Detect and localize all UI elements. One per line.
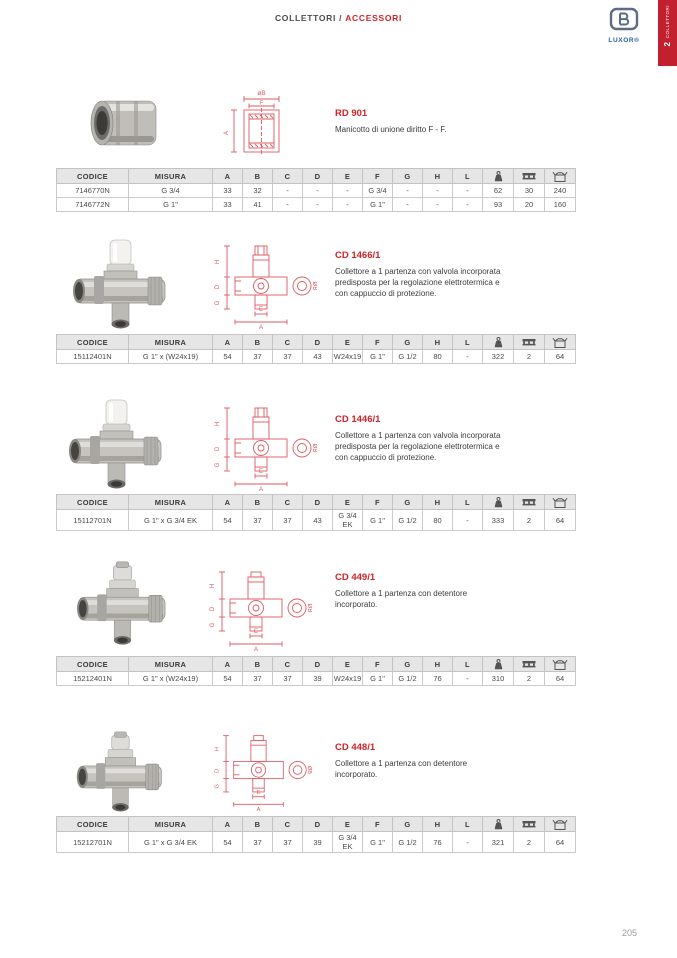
spec-table bbox=[56, 494, 576, 531]
column-header: H bbox=[423, 169, 453, 184]
column-header-pack bbox=[514, 657, 545, 672]
column-header: B bbox=[243, 657, 273, 672]
table-cell: - bbox=[453, 672, 483, 686]
table-header-row bbox=[57, 657, 576, 672]
dim-label: E bbox=[256, 789, 261, 796]
dim-label: E bbox=[258, 469, 264, 475]
pack-quantity-icon bbox=[522, 171, 536, 181]
weight-grams-icon bbox=[494, 171, 503, 182]
column-header: A bbox=[213, 169, 243, 184]
table-row bbox=[57, 672, 576, 686]
table-row bbox=[57, 510, 576, 531]
table-cell: G 1" x (W24x19) bbox=[129, 672, 213, 686]
table-cell: G 1/2 bbox=[393, 672, 423, 686]
technical-drawing bbox=[205, 404, 317, 497]
table-cell: 15212401N bbox=[57, 672, 129, 686]
dim-label: G bbox=[210, 622, 216, 628]
valve-photo-illustration bbox=[70, 238, 170, 330]
dim-label: D bbox=[210, 606, 216, 612]
technical-drawing bbox=[205, 242, 317, 335]
product-photo bbox=[70, 238, 170, 335]
column-header: E bbox=[333, 657, 363, 672]
table-cell: G 1" x (W24x19) bbox=[129, 350, 213, 364]
product-section-cd449 bbox=[0, 556, 677, 686]
column-header: D bbox=[303, 817, 333, 832]
table-cell: - bbox=[333, 198, 363, 212]
table-cell: 2 bbox=[514, 832, 545, 853]
column-header: B bbox=[243, 817, 273, 832]
column-header-pack bbox=[514, 169, 545, 184]
table-cell: 80 bbox=[423, 350, 453, 364]
table-cell: 37 bbox=[273, 510, 303, 531]
column-header: D bbox=[303, 335, 333, 350]
spec-table bbox=[56, 656, 576, 686]
column-header: H bbox=[423, 495, 453, 510]
column-header: H bbox=[423, 657, 453, 672]
table-cell: 43 bbox=[303, 350, 333, 364]
column-header: MISURA bbox=[129, 657, 213, 672]
pack-quantity-icon bbox=[522, 819, 536, 829]
table-cell: - bbox=[303, 198, 333, 212]
dim-label: D bbox=[215, 446, 221, 452]
table-cell: - bbox=[393, 198, 423, 212]
table-cell: 39 bbox=[303, 672, 333, 686]
table-cell: G 3/4 EK bbox=[333, 832, 363, 853]
product-section-cd1466 bbox=[0, 238, 677, 364]
table-cell: 37 bbox=[243, 832, 273, 853]
column-header: H bbox=[423, 817, 453, 832]
product-description: Collettore a 1 partenza con valvola incorporata predisposta per la regolazione elettrotermica e con cappuccio di protezione. bbox=[335, 267, 501, 299]
technical-drawing bbox=[200, 88, 315, 165]
table-header-row bbox=[57, 817, 576, 832]
technical-drawing bbox=[200, 564, 312, 657]
chapter-tab-label: COLLETTORI bbox=[665, 5, 670, 39]
column-header: D bbox=[303, 657, 333, 672]
dim-label: H bbox=[215, 421, 221, 427]
column-header: E bbox=[333, 169, 363, 184]
column-header: G bbox=[393, 817, 423, 832]
column-header: A bbox=[213, 657, 243, 672]
column-header: F bbox=[363, 169, 393, 184]
table-cell: G 1" bbox=[363, 198, 393, 212]
spec-table bbox=[56, 334, 576, 364]
table-cell: G 1/2 bbox=[393, 832, 423, 853]
page-number: 205 bbox=[621, 928, 637, 938]
table-cell: 37 bbox=[243, 510, 273, 531]
table-cell: 37 bbox=[243, 672, 273, 686]
table-cell: 76 bbox=[423, 672, 453, 686]
dim-label: D bbox=[214, 768, 221, 774]
table-cell: W24x19 bbox=[333, 350, 363, 364]
breadcrumb-section: COLLETTORI / bbox=[274, 13, 343, 23]
table-cell: G 3/4 bbox=[363, 184, 393, 198]
column-header: C bbox=[273, 495, 303, 510]
spec-table bbox=[56, 816, 576, 853]
product-section-cd1446 bbox=[0, 396, 677, 531]
product-section-rd901 bbox=[0, 88, 677, 212]
column-header: MISURA bbox=[129, 817, 213, 832]
column-header: CODICE bbox=[57, 169, 129, 184]
dim-label: ØB bbox=[311, 281, 317, 291]
table-cell: 33 bbox=[213, 184, 243, 198]
weight-grams-icon bbox=[494, 337, 503, 348]
cd-drawing-illustration bbox=[205, 404, 317, 492]
column-header: CODICE bbox=[57, 657, 129, 672]
table-cell: G 3/4 EK bbox=[333, 510, 363, 531]
table-cell: G 3/4 bbox=[129, 184, 213, 198]
product-description: Manicotto di unione diritto F - F. bbox=[335, 125, 447, 134]
pack-quantity-icon bbox=[522, 337, 536, 347]
table-cell: 93 bbox=[483, 198, 514, 212]
table-cell: 310 bbox=[483, 672, 514, 686]
cd-drawing-illustration bbox=[205, 242, 317, 330]
dim-label: H bbox=[215, 259, 221, 265]
column-header: D bbox=[303, 495, 333, 510]
cd-drawing-illustration bbox=[200, 564, 312, 652]
column-header: B bbox=[243, 335, 273, 350]
column-header: G bbox=[393, 335, 423, 350]
table-cell: - bbox=[453, 198, 483, 212]
column-header: MISURA bbox=[129, 335, 213, 350]
weight-grams-icon bbox=[494, 497, 503, 508]
product-title: CD 1466/1 bbox=[335, 250, 381, 261]
column-header-weight bbox=[483, 657, 514, 672]
table-cell: W24x19 bbox=[333, 672, 363, 686]
valve-photo-illustration bbox=[74, 728, 166, 813]
column-header: C bbox=[273, 335, 303, 350]
pack-quantity-icon bbox=[522, 659, 536, 669]
table-cell: 33 bbox=[213, 198, 243, 212]
product-photo bbox=[86, 94, 164, 157]
table-cell: 37 bbox=[273, 350, 303, 364]
box-quantity-icon bbox=[552, 497, 568, 508]
column-header: F bbox=[363, 657, 393, 672]
product-title: CD 448/1 bbox=[335, 742, 376, 753]
weight-grams-icon bbox=[494, 659, 503, 670]
luxor-logo bbox=[605, 7, 643, 44]
table-cell: 37 bbox=[273, 832, 303, 853]
dim-label: H bbox=[214, 746, 221, 752]
column-header-box bbox=[545, 169, 576, 184]
column-header: CODICE bbox=[57, 817, 129, 832]
column-header: G bbox=[393, 169, 423, 184]
product-photo bbox=[74, 558, 170, 651]
product-section-cd448 bbox=[0, 728, 677, 853]
table-cell: - bbox=[453, 184, 483, 198]
table-cell: G 1" bbox=[363, 510, 393, 531]
dim-label: G bbox=[214, 784, 221, 789]
table-cell: 54 bbox=[213, 832, 243, 853]
table-cell: 7146772N bbox=[57, 198, 129, 212]
rd901-drawing-illustration bbox=[200, 88, 315, 160]
dim-label: D bbox=[215, 284, 221, 290]
cd-drawing-illustration bbox=[205, 728, 312, 812]
product-title: RD 901 bbox=[335, 108, 368, 119]
table-cell: - bbox=[453, 510, 483, 531]
column-header: B bbox=[243, 495, 273, 510]
column-header: MISURA bbox=[129, 169, 213, 184]
table-cell: 54 bbox=[213, 672, 243, 686]
table-cell: - bbox=[423, 184, 453, 198]
column-header: L bbox=[453, 817, 483, 832]
table-cell: 37 bbox=[243, 350, 273, 364]
luxor-logo-mark-icon bbox=[609, 7, 639, 31]
table-cell: G 1" bbox=[363, 672, 393, 686]
column-header: CODICE bbox=[57, 495, 129, 510]
dim-label: ØB bbox=[306, 765, 312, 775]
table-cell: - bbox=[453, 350, 483, 364]
table-cell: 64 bbox=[545, 672, 576, 686]
box-quantity-icon bbox=[552, 819, 568, 830]
breadcrumb bbox=[0, 13, 677, 23]
column-header: D bbox=[303, 169, 333, 184]
table-cell: 30 bbox=[514, 184, 545, 198]
table-cell: 333 bbox=[483, 510, 514, 531]
column-header: G bbox=[393, 657, 423, 672]
column-header: A bbox=[213, 817, 243, 832]
table-header-row bbox=[57, 335, 576, 350]
table-cell: 321 bbox=[483, 832, 514, 853]
table-cell: 64 bbox=[545, 510, 576, 531]
column-header: H bbox=[423, 335, 453, 350]
dim-label: E bbox=[258, 307, 264, 313]
column-header-weight bbox=[483, 335, 514, 350]
dim-label: A bbox=[258, 487, 264, 492]
column-header-pack bbox=[514, 335, 545, 350]
table-cell: 43 bbox=[303, 510, 333, 531]
column-header: C bbox=[273, 657, 303, 672]
column-header-box bbox=[545, 335, 576, 350]
column-header: A bbox=[213, 335, 243, 350]
table-cell: G 1" x G 3/4 EK bbox=[129, 832, 213, 853]
dim-label: ØB bbox=[311, 443, 317, 453]
table-cell: 2 bbox=[514, 350, 545, 364]
dim-label: G bbox=[215, 462, 221, 468]
table-cell: - bbox=[273, 184, 303, 198]
table-cell: 240 bbox=[545, 184, 576, 198]
table-cell: 2 bbox=[514, 672, 545, 686]
column-header-weight bbox=[483, 817, 514, 832]
table-cell: - bbox=[273, 198, 303, 212]
dim-label: A bbox=[223, 130, 230, 136]
table-cell: 15112401N bbox=[57, 350, 129, 364]
table-cell: 15212701N bbox=[57, 832, 129, 853]
table-cell: 76 bbox=[423, 832, 453, 853]
product-description: Collettore a 1 partenza con valvola incorporata predisposta per la regolazione elettrotermica e con cappuccio di protezione. bbox=[335, 431, 501, 463]
column-header-box bbox=[545, 495, 576, 510]
dim-label: A bbox=[253, 647, 259, 652]
column-header: L bbox=[453, 169, 483, 184]
chapter-tab-number: 2 bbox=[663, 42, 672, 47]
fitting-photo-illustration bbox=[86, 94, 164, 152]
column-header: F bbox=[363, 335, 393, 350]
table-cell: G 1" x G 3/4 EK bbox=[129, 510, 213, 531]
table-cell: 2 bbox=[514, 510, 545, 531]
table-cell: G 1/2 bbox=[393, 350, 423, 364]
table-cell: 7146770N bbox=[57, 184, 129, 198]
column-header: L bbox=[453, 495, 483, 510]
table-cell: - bbox=[423, 198, 453, 212]
column-header-pack bbox=[514, 817, 545, 832]
weight-grams-icon bbox=[494, 819, 503, 830]
product-title: CD 449/1 bbox=[335, 572, 376, 583]
column-header: F bbox=[363, 495, 393, 510]
table-cell: - bbox=[393, 184, 423, 198]
column-header: A bbox=[213, 495, 243, 510]
dim-label: A bbox=[258, 325, 264, 330]
pack-quantity-icon bbox=[522, 497, 536, 507]
table-cell: - bbox=[333, 184, 363, 198]
table-cell: 62 bbox=[483, 184, 514, 198]
table-cell: 32 bbox=[243, 184, 273, 198]
table-row bbox=[57, 350, 576, 364]
table-cell: G 1" bbox=[363, 350, 393, 364]
box-quantity-icon bbox=[552, 659, 568, 670]
table-cell: 160 bbox=[545, 198, 576, 212]
dim-label: A bbox=[256, 807, 261, 812]
product-title: CD 1446/1 bbox=[335, 414, 381, 425]
luxor-logo-text: LUXOR® bbox=[608, 37, 640, 44]
column-header-box bbox=[545, 817, 576, 832]
breadcrumb-subsection: ACCESSORI bbox=[345, 13, 403, 23]
table-cell: 322 bbox=[483, 350, 514, 364]
table-cell: G 1" bbox=[363, 832, 393, 853]
column-header: C bbox=[273, 817, 303, 832]
table-row bbox=[57, 832, 576, 853]
dim-label: E bbox=[253, 629, 259, 635]
chapter-tab bbox=[658, 0, 677, 66]
table-cell: G 1" bbox=[129, 198, 213, 212]
dim-label: øB bbox=[257, 90, 266, 97]
column-header: L bbox=[453, 335, 483, 350]
box-quantity-icon bbox=[552, 171, 568, 182]
table-cell: - bbox=[453, 832, 483, 853]
product-photo bbox=[66, 398, 166, 495]
column-header: G bbox=[393, 495, 423, 510]
table-header-row bbox=[57, 169, 576, 184]
column-header: B bbox=[243, 169, 273, 184]
spec-table bbox=[56, 168, 576, 212]
table-cell: 15112701N bbox=[57, 510, 129, 531]
column-header: E bbox=[333, 495, 363, 510]
table-cell: 39 bbox=[303, 832, 333, 853]
table-cell: G 1/2 bbox=[393, 510, 423, 531]
column-header-weight bbox=[483, 495, 514, 510]
table-cell: - bbox=[303, 184, 333, 198]
column-header: CODICE bbox=[57, 335, 129, 350]
column-header-weight bbox=[483, 169, 514, 184]
table-cell: 54 bbox=[213, 510, 243, 531]
table-cell: 64 bbox=[545, 350, 576, 364]
table-cell: 37 bbox=[273, 672, 303, 686]
dim-label: H bbox=[210, 583, 216, 589]
dim-label: ØB bbox=[306, 603, 312, 613]
column-header: F bbox=[363, 817, 393, 832]
dim-label: F bbox=[259, 100, 264, 107]
valve-photo-illustration bbox=[74, 558, 170, 646]
product-description: Collettore a 1 partenza con detentore incorporato. bbox=[335, 589, 468, 610]
column-header: E bbox=[333, 335, 363, 350]
box-quantity-icon bbox=[552, 337, 568, 348]
product-description: Collettore a 1 partenza con detentore incorporato. bbox=[335, 759, 468, 780]
table-cell: 64 bbox=[545, 832, 576, 853]
column-header: E bbox=[333, 817, 363, 832]
dim-label: G bbox=[215, 300, 221, 306]
table-row bbox=[57, 184, 576, 198]
column-header-box bbox=[545, 657, 576, 672]
column-header: MISURA bbox=[129, 495, 213, 510]
column-header-pack bbox=[514, 495, 545, 510]
table-cell: 54 bbox=[213, 350, 243, 364]
table-row bbox=[57, 198, 576, 212]
column-header: C bbox=[273, 169, 303, 184]
table-cell: 41 bbox=[243, 198, 273, 212]
product-photo bbox=[74, 728, 166, 818]
table-cell: 80 bbox=[423, 510, 453, 531]
technical-drawing bbox=[205, 728, 312, 817]
valve-photo-illustration bbox=[66, 398, 166, 490]
table-cell: 20 bbox=[514, 198, 545, 212]
column-header: L bbox=[453, 657, 483, 672]
